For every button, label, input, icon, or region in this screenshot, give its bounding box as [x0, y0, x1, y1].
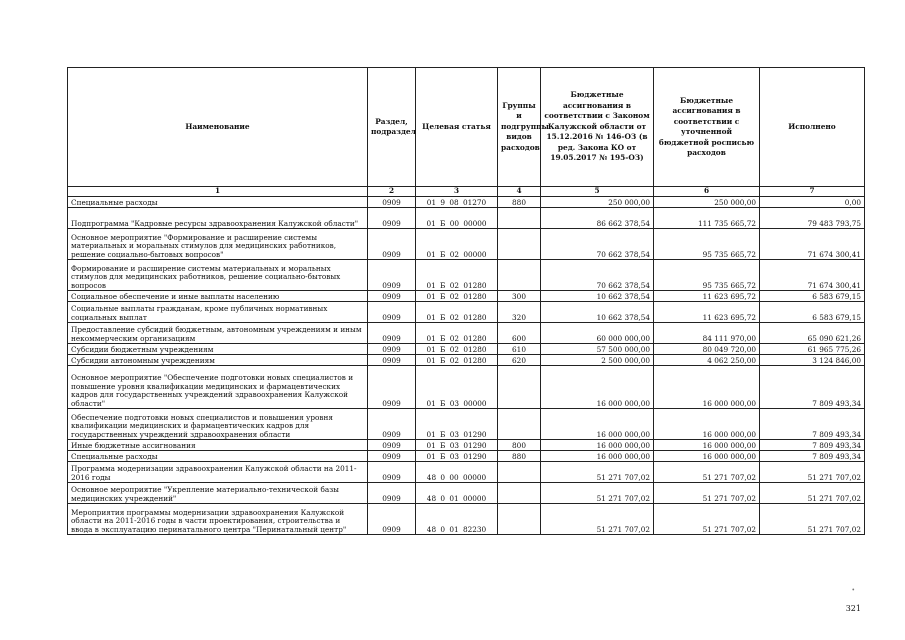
row-budget-law: 70 662 378,54: [541, 229, 654, 260]
row-section: 0909: [368, 462, 416, 483]
row-name: Субсидии бюджетным учреждениям: [68, 344, 368, 355]
row-name: Формирование и расширение системы материальных и моральных стимулов для медицинских работников, решение социально-бытовых вопросов: [68, 260, 368, 291]
row-target: 01 9 08 01270: [416, 197, 498, 208]
row-executed: 6 583 679,15: [760, 291, 865, 302]
row-group: [498, 229, 541, 260]
table-row: [68, 197, 865, 208]
row-budget-refined: 84 111 970,00: [654, 323, 760, 344]
row-name: Специальные расходы: [68, 451, 368, 462]
row-budget-refined: 16 000 000,00: [654, 409, 760, 440]
row-section: 0909: [368, 504, 416, 535]
row-budget-law: 250 000,00: [541, 197, 654, 208]
row-section: 0909: [368, 208, 416, 229]
column-number: 2: [368, 187, 416, 197]
row-budget-law: 51 271 707,02: [541, 462, 654, 483]
row-target: 01 Б 02 01280: [416, 323, 498, 344]
budget-table: [67, 67, 865, 535]
row-budget-refined: 51 271 707,02: [654, 462, 760, 483]
row-group: 880: [498, 197, 541, 208]
row-executed: 7 809 493,34: [760, 409, 865, 440]
row-budget-law: 57 500 000,00: [541, 344, 654, 355]
row-section: 0909: [368, 197, 416, 208]
column-number: 6: [654, 187, 760, 197]
header-group: Группы и подгруппы видов расходов: [498, 68, 541, 187]
row-target: 01 Б 02 01280: [416, 302, 498, 323]
row-name: Программа модернизации здравоохранения Калужской области на 2011-2016 годы: [68, 462, 368, 483]
row-group: [498, 462, 541, 483]
header-section: Раздел, подраздел: [368, 68, 416, 187]
row-executed: 71 674 300,41: [760, 229, 865, 260]
row-budget-refined: 11 623 695,72: [654, 302, 760, 323]
row-executed: 51 271 707,02: [760, 462, 865, 483]
row-section: 0909: [368, 451, 416, 462]
header-budget-law: Бюджетные ассигнования в соответствии с Законом Калужской области от 15.12.2016 № 146-ОЗ (в ред. Закона КО от 19.05.2017 № 195-ОЗ): [541, 68, 654, 187]
header-target: Целевая статья: [416, 68, 498, 187]
table-row: [68, 260, 865, 291]
row-group: [498, 260, 541, 291]
row-group: [498, 504, 541, 535]
scan-mark: •: [851, 587, 855, 594]
row-executed: 51 271 707,02: [760, 504, 865, 535]
row-budget-law: 16 000 000,00: [541, 440, 654, 451]
row-executed: 6 583 679,15: [760, 302, 865, 323]
row-budget-law: 10 662 378,54: [541, 302, 654, 323]
row-name: Предоставление субсидий бюджетным, автономным учреждениям и иным некоммерческим организациям: [68, 323, 368, 344]
row-section: 0909: [368, 291, 416, 302]
row-group: 300: [498, 291, 541, 302]
row-target: 01 Б 03 01290: [416, 451, 498, 462]
column-number-row: [68, 187, 865, 197]
row-budget-refined: 16 000 000,00: [654, 366, 760, 409]
table-row: [68, 366, 865, 409]
row-section: 0909: [368, 440, 416, 451]
row-budget-refined: 250 000,00: [654, 197, 760, 208]
row-group: [498, 483, 541, 504]
row-name: Субсидии автономным учреждениям: [68, 355, 368, 366]
row-budget-law: 10 662 378,54: [541, 291, 654, 302]
table-row: [68, 291, 865, 302]
row-budget-law: 16 000 000,00: [541, 366, 654, 409]
row-target: 01 Б 03 00000: [416, 366, 498, 409]
row-target: 01 Б 00 00000: [416, 208, 498, 229]
column-number: 4: [498, 187, 541, 197]
row-budget-law: 70 662 378,54: [541, 260, 654, 291]
table-row: [68, 462, 865, 483]
row-group: [498, 366, 541, 409]
row-name: Подпрограмма "Кадровые ресурсы здравоохранения Калужской области": [68, 208, 368, 229]
row-group: [498, 208, 541, 229]
row-group: 610: [498, 344, 541, 355]
header-budget-refined: Бюджетные ассигнования в соответствии с уточненной бюджетной росписью расходов: [654, 68, 760, 187]
row-target: 01 Б 02 01280: [416, 260, 498, 291]
table-row: [68, 504, 865, 535]
row-target: 01 Б 03 01290: [416, 440, 498, 451]
row-section: 0909: [368, 260, 416, 291]
row-budget-refined: 11 623 695,72: [654, 291, 760, 302]
row-budget-law: 60 000 000,00: [541, 323, 654, 344]
row-name: Обеспечение подготовки новых специалистов и повышения уровня квалификации медицинских и фармацевтических кадров для государственных учреждений здравоохранения области: [68, 409, 368, 440]
page-number: 321: [845, 604, 861, 613]
row-budget-law: 51 271 707,02: [541, 504, 654, 535]
row-executed: 3 124 846,00: [760, 355, 865, 366]
row-section: 0909: [368, 355, 416, 366]
row-budget-refined: 95 735 665,72: [654, 260, 760, 291]
row-section: 0909: [368, 229, 416, 260]
row-executed: 0,00: [760, 197, 865, 208]
row-budget-law: 51 271 707,02: [541, 483, 654, 504]
table-row: [68, 355, 865, 366]
column-number: 5: [541, 187, 654, 197]
row-budget-law: 16 000 000,00: [541, 409, 654, 440]
table-row: [68, 344, 865, 355]
row-target: 48 0 01 82230: [416, 504, 498, 535]
row-budget-refined: 4 062 250,00: [654, 355, 760, 366]
table-row: [68, 302, 865, 323]
row-group: 800: [498, 440, 541, 451]
row-target: 01 Б 02 01280: [416, 344, 498, 355]
row-group: [498, 409, 541, 440]
table-row: [68, 229, 865, 260]
table-row: [68, 440, 865, 451]
row-target: 48 0 00 00000: [416, 462, 498, 483]
row-name: Социальное обеспечение и иные выплаты населению: [68, 291, 368, 302]
row-executed: 71 674 300,41: [760, 260, 865, 291]
table-row: [68, 208, 865, 229]
row-group: 880: [498, 451, 541, 462]
row-budget-refined: 95 735 665,72: [654, 229, 760, 260]
row-executed: 51 271 707,02: [760, 483, 865, 504]
row-group: 620: [498, 355, 541, 366]
row-group: 320: [498, 302, 541, 323]
row-name: Основное мероприятие "Обеспечение подготовки новых специалистов и повышение уровня квалификации медицинских и фармацевтических кадров для государственных учреждений здравоохранения Калужской области": [68, 366, 368, 409]
row-budget-law: 16 000 000,00: [541, 451, 654, 462]
table-row: [68, 409, 865, 440]
row-section: 0909: [368, 483, 416, 504]
row-target: 01 Б 02 01280: [416, 291, 498, 302]
row-executed: 65 090 621,26: [760, 323, 865, 344]
row-group: 600: [498, 323, 541, 344]
row-name: Иные бюджетные ассигнования: [68, 440, 368, 451]
row-name: Мероприятия программы модернизации здравоохранения Калужской области на 2011-2016 годы в части проектирования, строительства и ввода в эксплуатацию перинатального центра "Перинатальный центр": [68, 504, 368, 535]
row-executed: 79 483 793,75: [760, 208, 865, 229]
row-budget-law: 2 500 000,00: [541, 355, 654, 366]
row-budget-refined: 16 000 000,00: [654, 451, 760, 462]
row-budget-refined: 16 000 000,00: [654, 440, 760, 451]
row-name: Основное мероприятие "Укрепление материально-технической базы медицинских учреждений": [68, 483, 368, 504]
row-budget-refined: 51 271 707,02: [654, 504, 760, 535]
table-header-row: [68, 68, 865, 187]
row-budget-law: 86 662 378,54: [541, 208, 654, 229]
row-target: 48 0 01 00000: [416, 483, 498, 504]
row-section: 0909: [368, 302, 416, 323]
row-budget-refined: 80 049 720,00: [654, 344, 760, 355]
column-number: 3: [416, 187, 498, 197]
table-row: [68, 451, 865, 462]
row-budget-refined: 51 271 707,02: [654, 483, 760, 504]
row-executed: 61 965 775,26: [760, 344, 865, 355]
row-target: 01 Б 02 01280: [416, 355, 498, 366]
row-name: Специальные расходы: [68, 197, 368, 208]
column-number: 1: [68, 187, 368, 197]
column-number: 7: [760, 187, 865, 197]
row-name: Социальные выплаты гражданам, кроме публичных нормативных социальных выплат: [68, 302, 368, 323]
row-section: 0909: [368, 344, 416, 355]
header-name: Наименование: [68, 68, 368, 187]
row-executed: 7 809 493,34: [760, 440, 865, 451]
row-section: 0909: [368, 366, 416, 409]
header-executed: Исполнено: [760, 68, 865, 187]
row-executed: 7 809 493,34: [760, 451, 865, 462]
row-executed: 7 809 493,34: [760, 366, 865, 409]
row-target: 01 Б 03 01290: [416, 409, 498, 440]
row-target: 01 Б 02 00000: [416, 229, 498, 260]
table-row: [68, 323, 865, 344]
row-section: 0909: [368, 323, 416, 344]
budget-report-sheet: [67, 67, 864, 535]
row-name: Основное мероприятие "Формирование и расширение системы материальных и моральных стимулов для медицинских работников, решение социально-бытовых вопросов": [68, 229, 368, 260]
row-budget-refined: 111 735 665,72: [654, 208, 760, 229]
row-section: 0909: [368, 409, 416, 440]
table-row: [68, 483, 865, 504]
